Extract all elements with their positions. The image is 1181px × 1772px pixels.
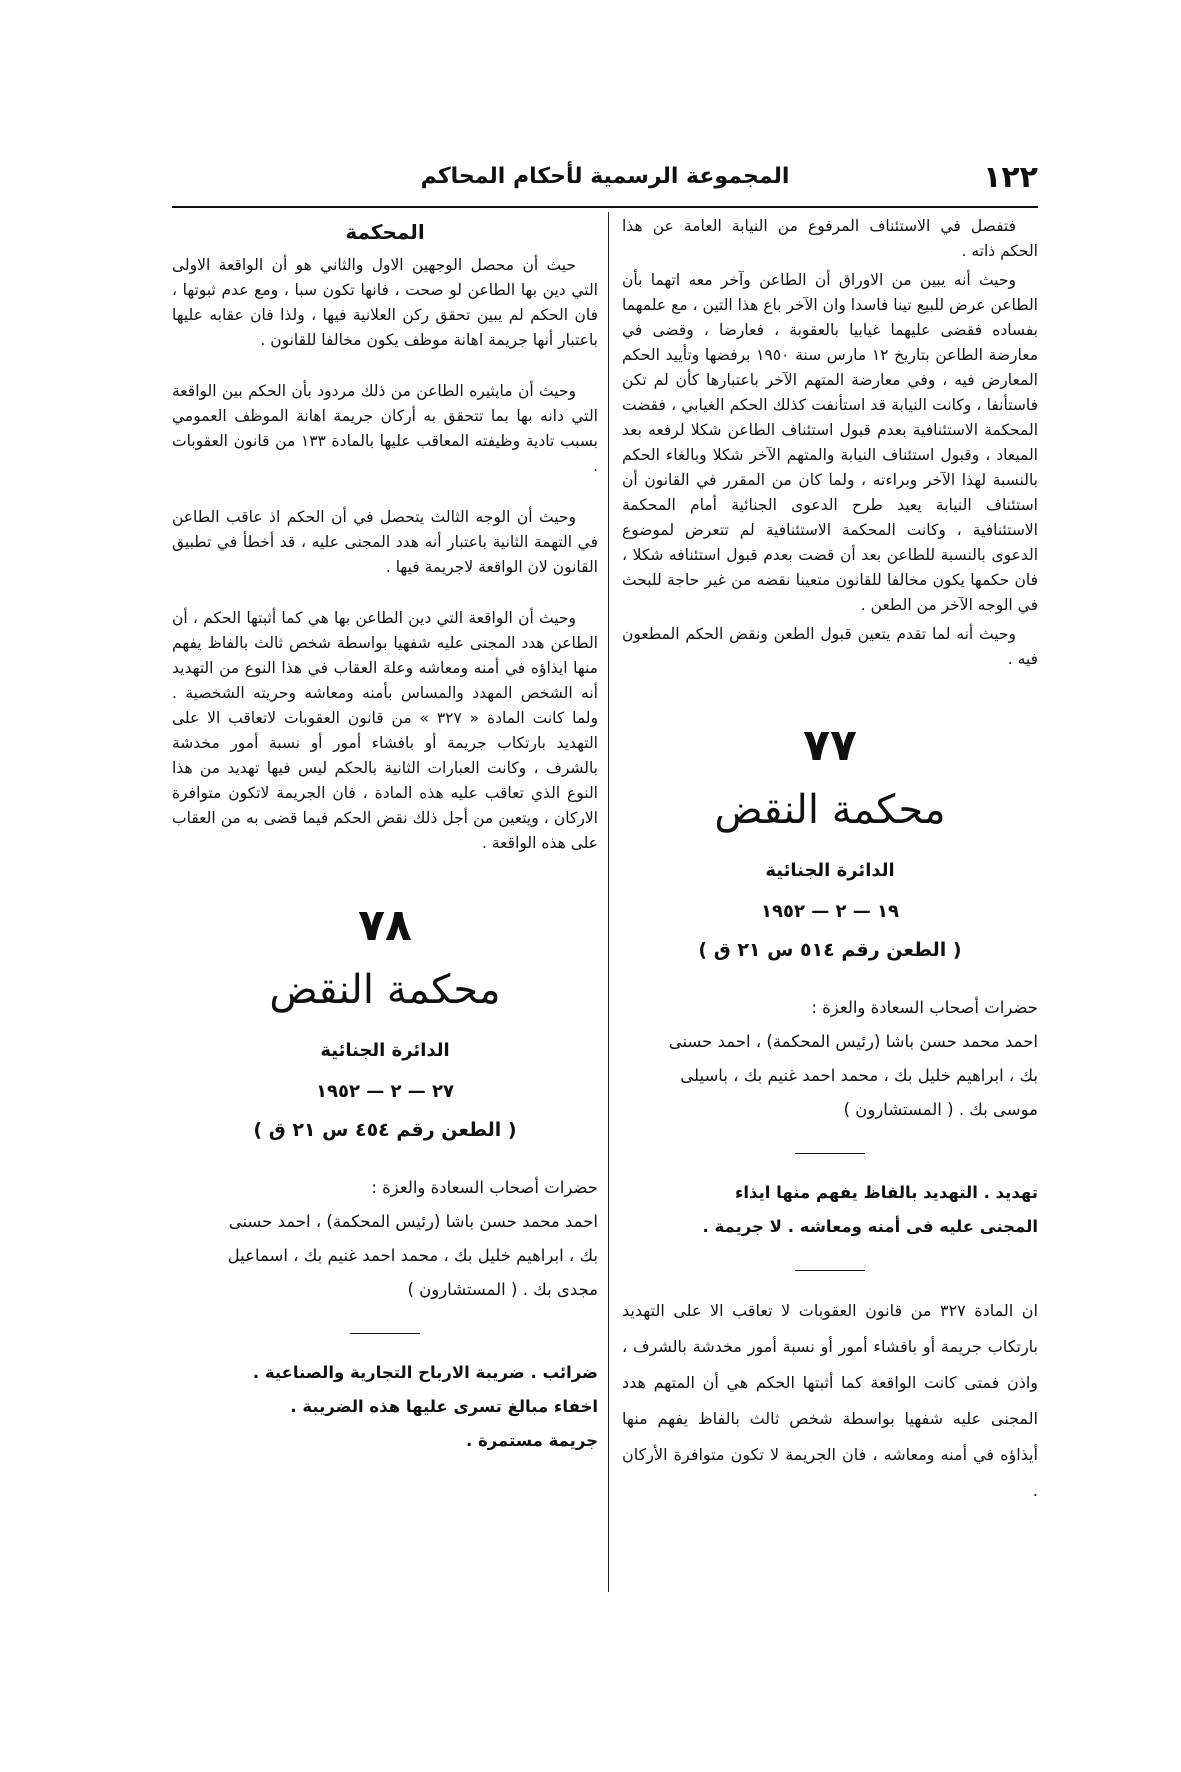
case-number-78: ٧٨ <box>358 900 412 951</box>
paragraph-gap <box>172 584 598 606</box>
judges-panel <box>172 1171 598 1307</box>
panel-line: احمد محمد حسن باشا (رئيس المحكمة) ، احمد حسنى <box>228 1212 598 1231</box>
separator-rule <box>795 1153 865 1154</box>
judges-panel <box>622 991 1038 1127</box>
headnote-line: تهديد . التهديد بالفاظ يفهم منها ايذاء <box>734 1183 1038 1202</box>
left-paragraph-4: وحيث أن الواقعة التي دين الطاعن بها هي كما أثبتها الحكم ، أن الطاعن هدد المجنى عليه شفهيا بواسطة شخص ثالث بالفاظ يفهم منها ايذاؤه في أمنه ومعاشه وعلة العقاب في هذا النوع من التهديد أنه الشخص المهدد والمساس بأمنه ومعاشه وحريته الشخصية . ولما كانت المادة « ٣٢٧ » من قانون العقوبات لاتعاقب الا على التهديد بارتكاب جريمة أو بافشاء أمور أو نسبة أمور مخدشة بالشرف ، وكانت العبارات الثانية بالحكم ليس فيها تهديد من هذا النوع الذي تعاقب عليه هذه المادة ، فان الجريمة لاتكون متوافرة الاركان ، ويتعين من أجل ذلك نقض الحكم فيما قضى به من العقاب على هذه الواقعة . <box>172 609 598 852</box>
running-header <box>172 160 1038 200</box>
judgment-date: ٢٧ — ٢ — ١٩٥٢ <box>315 1081 455 1102</box>
left-paragraph-3: وحيث أن الوجه الثالث يتحصل في أن الحكم اذ عاقب الطاعن في التهمة الثانية باعتبار أنه هدد المجنى عليه ، قد أخطأ في تطبيق القانون لان الواقعة لاجريمة فيها . <box>172 508 598 576</box>
left-paragraph-2: وحيث أن مايثيره الطاعن من ذلك مردود بأن الحكم بين الواقعة التي دانه بها بما تتحقق به أركان جريمة اهانة الموظف العمومي بسبب تادية وظيفته المعاقب عليها بالمادة ١٣٣ من قانون العقوبات . <box>172 382 598 475</box>
case-number-77: ٧٧ <box>803 720 857 771</box>
panel-intro: حضرات أصحاب السعادة والعزة : <box>811 998 1038 1017</box>
right-column <box>622 214 1038 1509</box>
court-name: محكمة النقض <box>714 787 946 833</box>
panel-line: بك ، ابراهيم خليل بك ، محمد احمد غنيم بك ، باسيلى <box>680 1066 1038 1085</box>
legal-principle: ان المادة ٣٢٧ من قانون العقوبات لا تعاقب الا على التهديد بارتكاب جريمة أو بافشاء أمور أو نسبة أمور مخدشة بالشرف ، واذن فمتى كانت الواقعة كما أثبتها الحكم هي أن المتهم هدد المجنى عليه شفهيا بواسطة شخص ثالث بالفاظ يفهم منها أيذاؤه في أمنه ومعاشه ، فان الجريمة لا تكون متوافرة الأركان . <box>622 1301 1038 1500</box>
appeal-number: ( الطعن رقم ٤٥٤ س ٢١ ق ) <box>253 1119 517 1141</box>
paragraph-gap <box>172 357 598 379</box>
separator-rule <box>350 1333 420 1334</box>
headnote-line: جريمة مستمرة . <box>466 1431 598 1450</box>
panel-intro: حضرات أصحاب السعادة والعزة : <box>371 1178 598 1197</box>
right-paragraph-1: فتفصل في الاستئناف المرفوع من النيابة العامة عن هذا الحكم ذاته . <box>622 217 1038 260</box>
circuit-name: الدائرة الجنائية <box>320 1040 450 1061</box>
panel-line: موسى بك . ( المستشارون ) <box>843 1100 1038 1119</box>
section-heading: المحكمة <box>345 220 425 244</box>
paragraph-gap <box>172 483 598 505</box>
journal-title: المجموعة الرسمية لأحكام المحاكم <box>420 164 790 189</box>
panel-line: بك ، ابراهيم خليل بك ، محمد احمد غنيم بك ، اسماعيل <box>227 1246 598 1265</box>
header-rule <box>172 206 1038 208</box>
panel-line: احمد محمد حسن باشا (رئيس المحكمة) ، احمد حسنى <box>668 1032 1038 1051</box>
right-paragraph-3: وحيث أنه لما تقدم يتعين قبول الطعن ونقض الحكم المطعون فيه . <box>622 625 1038 668</box>
left-column <box>172 214 598 1458</box>
right-paragraph-2: وحيث أنه يبين من الاوراق أن الطاعن وآخر معه اتهما بأن الطاعن عرض للبيع تينا فاسدا وان الآخر باع هذا التين ، مع علمهما بفساده فقضى عليهما غيابيا بالعقوبة ، فعارضا ، وقضى في معارضة الطاعن بتاريخ ١٢ مارس سنة ١٩٥٠ برفضها وتأييد الحكم المعارض فيه ، وفي معارضة المتهم الآخر باعتبارها كأن لم تكن فاستأنفا ، وكانت النيابة قد استأنفت كذلك الحكم الغيابي ، فقضت المحكمة الاستئنافية بعدم قبول استئناف الطاعن شكلا لرفعه بعد الميعاد ، وقبول استئناف النيابة والمتهم الآخر شكلا وبالغاء الحكم بالنسبة لهذا الآخر وبراءته ، ولما كان من المقرر في القانون أن استئناف النيابة يعيد طرح الدعوى الجنائية أمام المحكمة الاستئنافية ، وكانت المحكمة الاستئنافية لم تتعرض لموضوع الدعوى بالنسبة للطاعن بعد أن قضت بعدم قبول استئنافه شكلا ، فان حكمها يكون مخالفا للقانون متعينا نقضه من غير حاجة للبحث في الوجه الآخر من الطعن . <box>622 271 1038 614</box>
court-name: محكمة النقض <box>269 967 501 1013</box>
circuit-name: الدائرة الجنائية <box>765 860 895 881</box>
separator-rule <box>795 1270 865 1271</box>
page-number: ١٢٢ <box>983 160 1038 195</box>
left-paragraph-1: حيث أن محصل الوجهين الاول والثاني هو أن الواقعة الاولى التي دين بها الطاعن لو صحت ، فانها تكون سبا ، ومع عدم ثبوتها ، فان الحكم لم يبين تحقق ركن العلانية فيها ، ولذا فان عقابه عليها باعتبار أنها جريمة اهانة موظف يكون مخالفا للقانون . <box>172 256 598 349</box>
headnote-line: المجنى عليه فى أمنه ومعاشه . لا جريمة . <box>702 1217 1038 1236</box>
headnote-line: اخفاء مبالغ تسرى عليها هذه الضريبة . <box>290 1397 598 1416</box>
judgment-date: ١٩ — ٢ — ١٩٥٢ <box>760 901 900 922</box>
column-divider <box>608 212 609 1592</box>
panel-line: مجدى بك . ( المستشارون ) <box>407 1280 598 1299</box>
appeal-number: ( الطعن رقم ٥١٤ س ٢١ ق ) <box>698 939 962 961</box>
headnote-line: ضرائب . ضريبة الارباح التجارية والصناعية . <box>252 1363 598 1382</box>
